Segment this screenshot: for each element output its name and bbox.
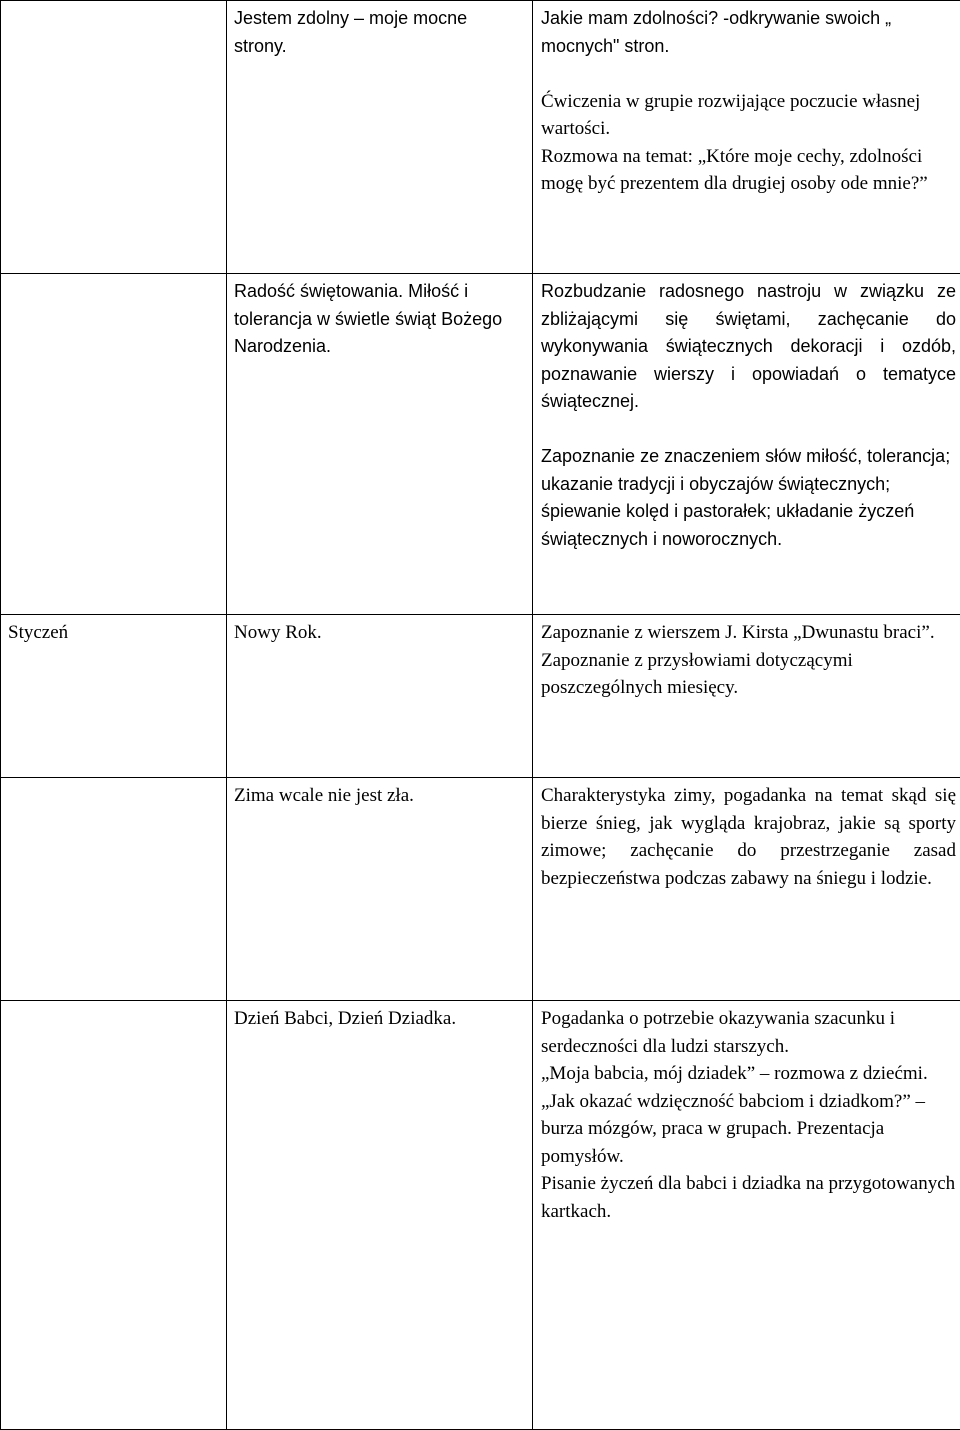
topic-cell <box>227 1001 533 1430</box>
content-paragraph: Zapoznanie z przysłowiami dotyczącymi poszczególnych miesięcy. <box>541 649 853 698</box>
content-paragraph: Charakterystyka zimy, pogadanka na temat skąd się bierze śnieg, jak wygląda krajobraz, jakie są sporty zimowe; zachęcanie do przestrzeganie zasad bezpieczeństwa podczas zabawy na śniegu i lodzie. <box>541 785 956 889</box>
table-row <box>1 274 960 615</box>
content-cell <box>533 274 960 615</box>
month-cell <box>1 778 227 1001</box>
content-cell <box>533 1001 960 1430</box>
content-cell <box>533 778 960 1001</box>
content-paragraph: Ćwiczenia w grupie rozwijające poczucie własnej wartości. <box>541 90 921 139</box>
content-paragraph: Rozmowa na temat: „Które moje cechy, zdolności mogę być prezentem dla drugiej osoby ode mnie?” <box>541 145 928 194</box>
topic-cell <box>227 778 533 1001</box>
content-paragraph: Pisanie życzeń dla babci i dziadka na przygotowanych kartkach. <box>541 1173 956 1222</box>
topic-label: Zima wcale nie jest zła. <box>234 785 414 806</box>
content-cell <box>533 615 960 778</box>
table-row <box>1 1 960 274</box>
topic-cell <box>227 1 533 274</box>
topic-cell <box>227 274 533 615</box>
month-cell <box>1 615 227 778</box>
content-paragraph: Zapoznanie ze znaczeniem słów miłość, tolerancja; ukazanie tradycji i obyczajów świątecznych; śpiewanie kolęd i pastorałek; układanie życzeń świątecznych i noworocznych. <box>541 446 951 549</box>
month-cell <box>1 274 227 615</box>
content-paragraph: „Jak okazać wdzięczność babciom i dziadkom?” – burza mózgów, praca w grupach. Prezentacja pomysłów. <box>541 1090 926 1167</box>
content-paragraph: „Moja babcia, mój dziadek” – rozmowa z dziećmi. <box>541 1063 928 1084</box>
content-paragraph: Zapoznanie z wierszem J. Kirsta „Dwunastu braci”. <box>541 622 935 643</box>
content-cell <box>533 1 960 274</box>
table-row <box>1 615 960 778</box>
topic-label: Nowy Rok. <box>234 622 322 643</box>
month-cell <box>1 1 227 274</box>
content-paragraph: Pogadanka o potrzebie okazywania szacunku i serdeczności dla ludzi starszych. <box>541 1008 896 1057</box>
table-row <box>1 778 960 1001</box>
topic-label: Dzień Babci, Dzień Dziadka. <box>234 1008 457 1029</box>
topic-label: Radość świętowania. Miłość i tolerancja w świetle świąt Bożego Narodzenia. <box>234 281 503 356</box>
topic-cell <box>227 615 533 778</box>
month-cell <box>1 1001 227 1430</box>
content-paragraph: Rozbudzanie radosnego nastroju w związku ze zbliżającymi się świętami, zachęcanie do wykonywania świątecznych dekoracji i ozdób, poznawanie wierszy i opowiadań o tematyce świątecznej. <box>541 281 956 411</box>
topic-label: Jestem zdolny – moje mocne strony. <box>234 8 468 56</box>
month-label: Styczeń <box>8 622 69 643</box>
content-paragraph: Jakie mam zdolności? -odkrywanie swoich „ mocnych" stron. <box>541 8 892 56</box>
table-row <box>1 1001 960 1430</box>
